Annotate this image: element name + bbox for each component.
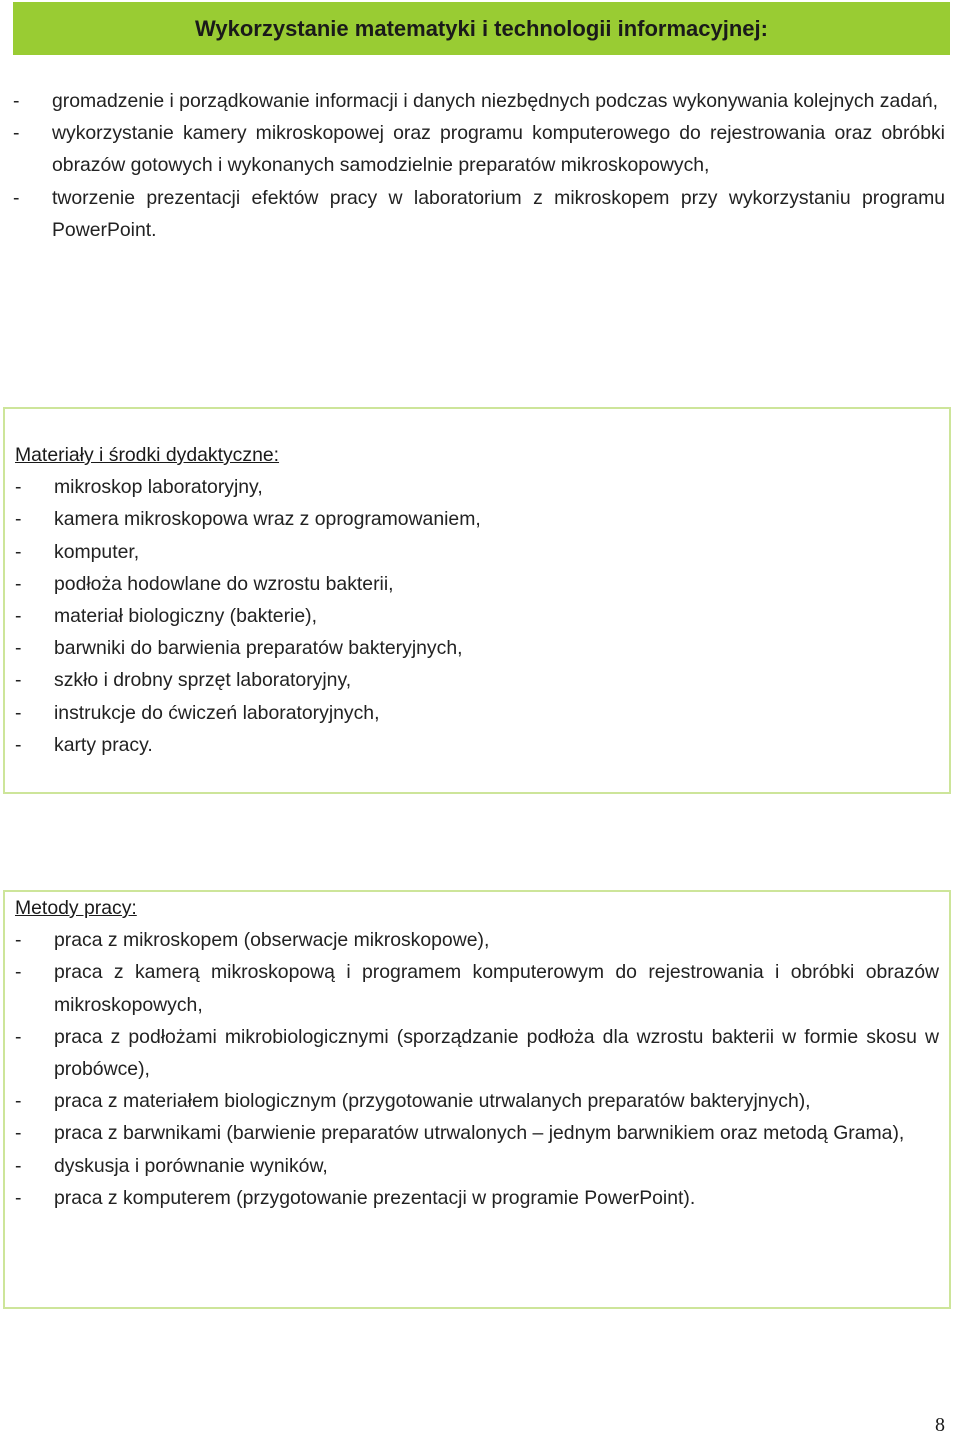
materials-list xyxy=(15,471,939,761)
list-marker: - xyxy=(15,476,22,499)
list-item: - praca z materiałem biologicznym (przygotowanie utrwalanych preparatów bakteryjnych), xyxy=(15,1085,939,1117)
list-item: - praca z podłożami mikrobiologicznymi (sporządzanie podłoża dla wzrostu bakterii w formie skosu w probówce), xyxy=(15,1021,939,1085)
list-item: - komputer, xyxy=(15,536,939,568)
methods-list xyxy=(15,924,939,1214)
list-item: - dyskusja i porównanie wyników, xyxy=(15,1150,939,1182)
list-item: - karty pracy. xyxy=(15,729,939,761)
list-marker: - xyxy=(13,90,20,112)
list-item: - praca z kamerą mikroskopową i programem komputerowym do rejestrowania i obróbki obrazów mikroskopowych, xyxy=(15,956,939,1020)
list-marker: - xyxy=(15,929,22,952)
list-item: - mikroskop laboratoryjny, xyxy=(15,471,939,503)
materials-box xyxy=(3,407,951,794)
methods-heading: Metody pracy: xyxy=(15,897,137,919)
list-item: - gromadzenie i porządkowanie informacji i danych niezbędnych podczas wykonywania kolejnych zadań, xyxy=(13,85,945,117)
list-marker: - xyxy=(15,1090,22,1113)
list-item: - praca z mikroskopem (obserwacje mikroskopowe), xyxy=(15,924,939,956)
list-marker: - xyxy=(15,701,22,724)
list-marker: - xyxy=(15,1025,22,1048)
page-number: 8 xyxy=(935,1414,945,1436)
intro-section xyxy=(13,85,945,246)
methods-box xyxy=(3,890,951,1309)
list-item: - instrukcje do ćwiczeń laboratoryjnych, xyxy=(15,697,939,729)
list-marker: - xyxy=(15,961,22,984)
list-item: - praca z komputerem (przygotowanie prezentacji w programie PowerPoint). xyxy=(15,1182,939,1214)
list-item: - barwniki do barwienia preparatów bakteryjnych, xyxy=(15,632,939,664)
list-item: - szkło i drobny sprzęt laboratoryjny, xyxy=(15,664,939,696)
intro-list xyxy=(13,85,945,246)
list-marker: - xyxy=(15,669,22,692)
page-title: Wykorzystanie matematyki i technologii informacyjnej: xyxy=(195,15,768,41)
list-marker: - xyxy=(15,572,22,595)
list-marker: - xyxy=(15,637,22,660)
list-item: - podłoża hodowlane do wzrostu bakterii, xyxy=(15,568,939,600)
list-marker: - xyxy=(15,1154,22,1177)
list-item: - materiał biologiczny (bakterie), xyxy=(15,600,939,632)
list-item: - praca z barwnikami (barwienie preparatów utrwalonych – jednym barwnikiem oraz metodą Grama), xyxy=(15,1117,939,1149)
list-item: - kamera mikroskopowa wraz z oprogramowaniem, xyxy=(15,503,939,535)
list-item: - tworzenie prezentacji efektów pracy w laboratorium z mikroskopem przy wykorzystaniu programu PowerPoint. xyxy=(13,182,945,246)
header-banner xyxy=(13,2,950,55)
list-marker: - xyxy=(15,540,22,563)
list-marker: - xyxy=(15,508,22,531)
list-marker: - xyxy=(13,186,20,209)
materials-heading: Materiały i środki dydaktyczne: xyxy=(15,444,280,466)
list-marker: - xyxy=(15,605,22,628)
list-item: - wykorzystanie kamery mikroskopowej oraz programu komputerowego do rejestrowania oraz obróbki obrazów gotowych i wykonanych samodzielnie preparatów mikroskopowych, xyxy=(13,117,945,181)
list-marker: - xyxy=(13,122,20,145)
list-marker: - xyxy=(15,1186,22,1209)
list-marker: - xyxy=(15,733,22,756)
list-marker: - xyxy=(15,1122,22,1145)
